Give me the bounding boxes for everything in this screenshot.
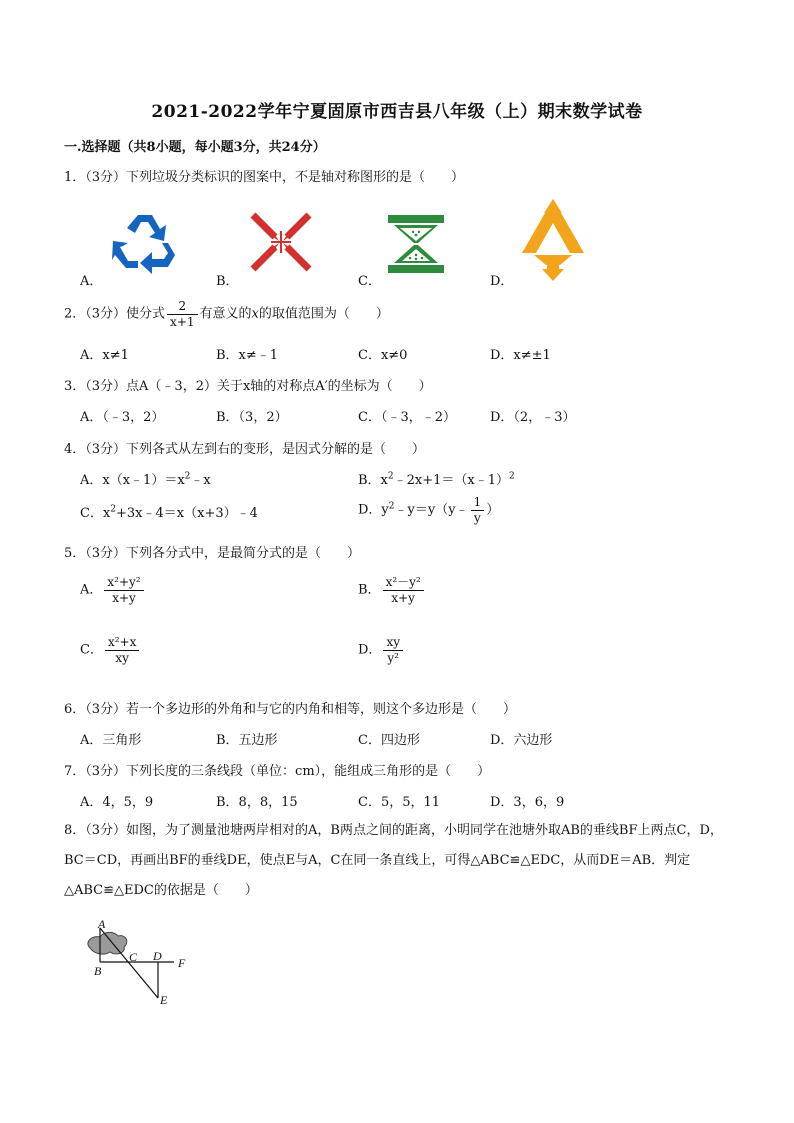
q2-stem-pre: 2．（3分）使分式 [64,306,166,322]
q2-fraction-den: x+1 [170,314,195,329]
q5-c-den: xy [115,650,129,665]
q5-a-fraction [104,576,143,604]
question-1-stem: 1．（3分）下列垃圾分类标识的图案中，不是轴对称图形的是（ ） [64,170,465,185]
q4-d-tail: ﹣y＝y（y﹣ [394,502,469,518]
fig-label-b: B [94,964,102,978]
q4-d-sup: 2 [388,501,395,512]
q3-option-c: C．（﹣3，﹣2） [358,410,456,425]
q6-option-d: D．六边形 [490,733,553,748]
q4-a-tail: ﹣x [190,473,211,488]
q5-b-den: x+y [391,590,415,605]
q5-c-fraction [105,636,139,664]
q5-c-label: C． [80,642,103,658]
question-5-stem: 5．（3分）下列各分式中，是最简分式的是（ ） [64,546,361,561]
q5-d-den: y² [387,650,399,665]
question-8-stem: 8．（3分）如图，为了测量池塘两岸相对的A，B两点之间的距离，小明同学在池塘外取AB的垂线BF上两点C，D，BC＝CD，再画出BF的垂线DE，使点E与A，C在同一条直线上，可得△ABC≌△EDC，从而DE＝AB．判定△ABC≌△EDC的依据是（ ） [64,823,723,898]
q2-fraction-num: 2 [167,300,197,315]
q4-d-den: y [473,510,481,525]
q1-option-a: A． [80,274,103,289]
q6-option-a: A．三角形 [80,733,142,748]
q4-option-d [358,496,499,524]
q4-c-sup: 2 [110,504,117,515]
q4-d-num: 1 [471,496,485,511]
q5-d-num: xy [383,636,403,651]
question-6-stem: 6．（3分）若一个多边形的外角和与它的内角和相等，则这个多边形是（ ） [64,702,517,717]
q5-b-label: B． [358,582,381,598]
q1-option-c: C． [358,274,381,289]
fig-label-f: F [178,956,186,970]
q4-a-text: A．x（x﹣1）＝x [80,473,185,488]
question-7-stem: 7．（3分）下列长度的三条线段（单位：cm），能组成三角形的是（ ） [64,764,491,779]
q7-option-c: C．5，5，11 [358,795,441,810]
q2-stem-end: 的取值范围为（ ） [258,306,389,322]
section-heading: 一.选择题（共8小题，每小题3分，共24分） [64,140,326,155]
q4-b-sup2: 2 [509,471,515,482]
q4-b-sup: 2 [387,471,394,482]
q3-option-a: A．（﹣3，2） [80,410,165,425]
q2-option-a: A．x≠1 [80,348,129,363]
q4-b-text: B．x [358,473,388,488]
green-hourglass-icon [386,213,446,275]
q6-option-c: C．四边形 [358,733,420,748]
q5-b-num: x²－y² [383,576,424,591]
recycle-icon [110,209,180,279]
q6-option-b: B．五边形 [216,733,278,748]
q2-var: x [251,306,259,322]
q4-option-b [358,469,515,488]
orange-arrow-triangle-icon [520,197,586,281]
q5-d-label: D． [358,642,382,658]
q2-option-b: B．x≠﹣1 [216,348,279,363]
red-cross-arrows-icon [249,211,313,273]
q4-a-sup: 2 [184,471,191,482]
q4-d-end: ） [486,502,500,518]
q2-option-c: C．x≠0 [358,348,408,363]
q4-c-text: C．x [80,506,111,521]
q5-a-label: A． [80,582,103,598]
pond-geometry-figure [82,916,202,1008]
question-3-stem: 3．（3分）点A（﹣3，2）关于x轴的对称点A′的坐标为（ ） [64,379,432,394]
fig-label-e: E [160,993,168,1007]
q4-b-tail: ﹣2x+1＝（x﹣1） [393,473,509,488]
q3-option-b: B．（3，2） [216,410,288,425]
q5-d-fraction [383,636,403,664]
q4-d-text: D．y [358,502,389,518]
question-2-stem [64,300,389,328]
q4-c-tail: +3x﹣4＝x（x+3）﹣4 [116,506,258,521]
q5-option-c [80,636,141,664]
q5-a-den: x+y [112,590,136,605]
question-4-stem: 4．（3分）下列各式从左到右的变形，是因式分解的是（ ） [64,442,426,457]
q5-a-num: x²+y² [104,576,143,591]
fig-label-d: D [153,949,162,963]
q2-fraction [167,300,197,328]
q4-option-c [80,502,258,521]
q1-option-d: D． [490,274,514,289]
q5-option-b [358,576,426,604]
q7-option-b: B．8，8，15 [216,795,298,810]
q3-option-d: D．（2，﹣3） [490,410,576,425]
q5-b-fraction [383,576,424,604]
q2-stem-post: 有意义的 [199,306,252,322]
q1-option-b: B． [216,274,239,289]
page-title: 2021-2022学年宁夏固原市西吉县八年级（上）期末数学试卷 [151,102,643,122]
q2-option-d: D．x≠±1 [490,348,551,363]
q5-option-d [358,636,405,664]
q5-c-num: x²+x [105,636,139,651]
fig-label-a: A [98,917,106,931]
q4-option-a [80,469,211,488]
fig-label-c: C [129,950,138,964]
q7-option-a: A．4，5，9 [80,795,154,810]
q7-option-d: D．3，6，9 [490,795,565,810]
q4-d-fraction [471,496,485,524]
q5-option-a [80,576,146,604]
